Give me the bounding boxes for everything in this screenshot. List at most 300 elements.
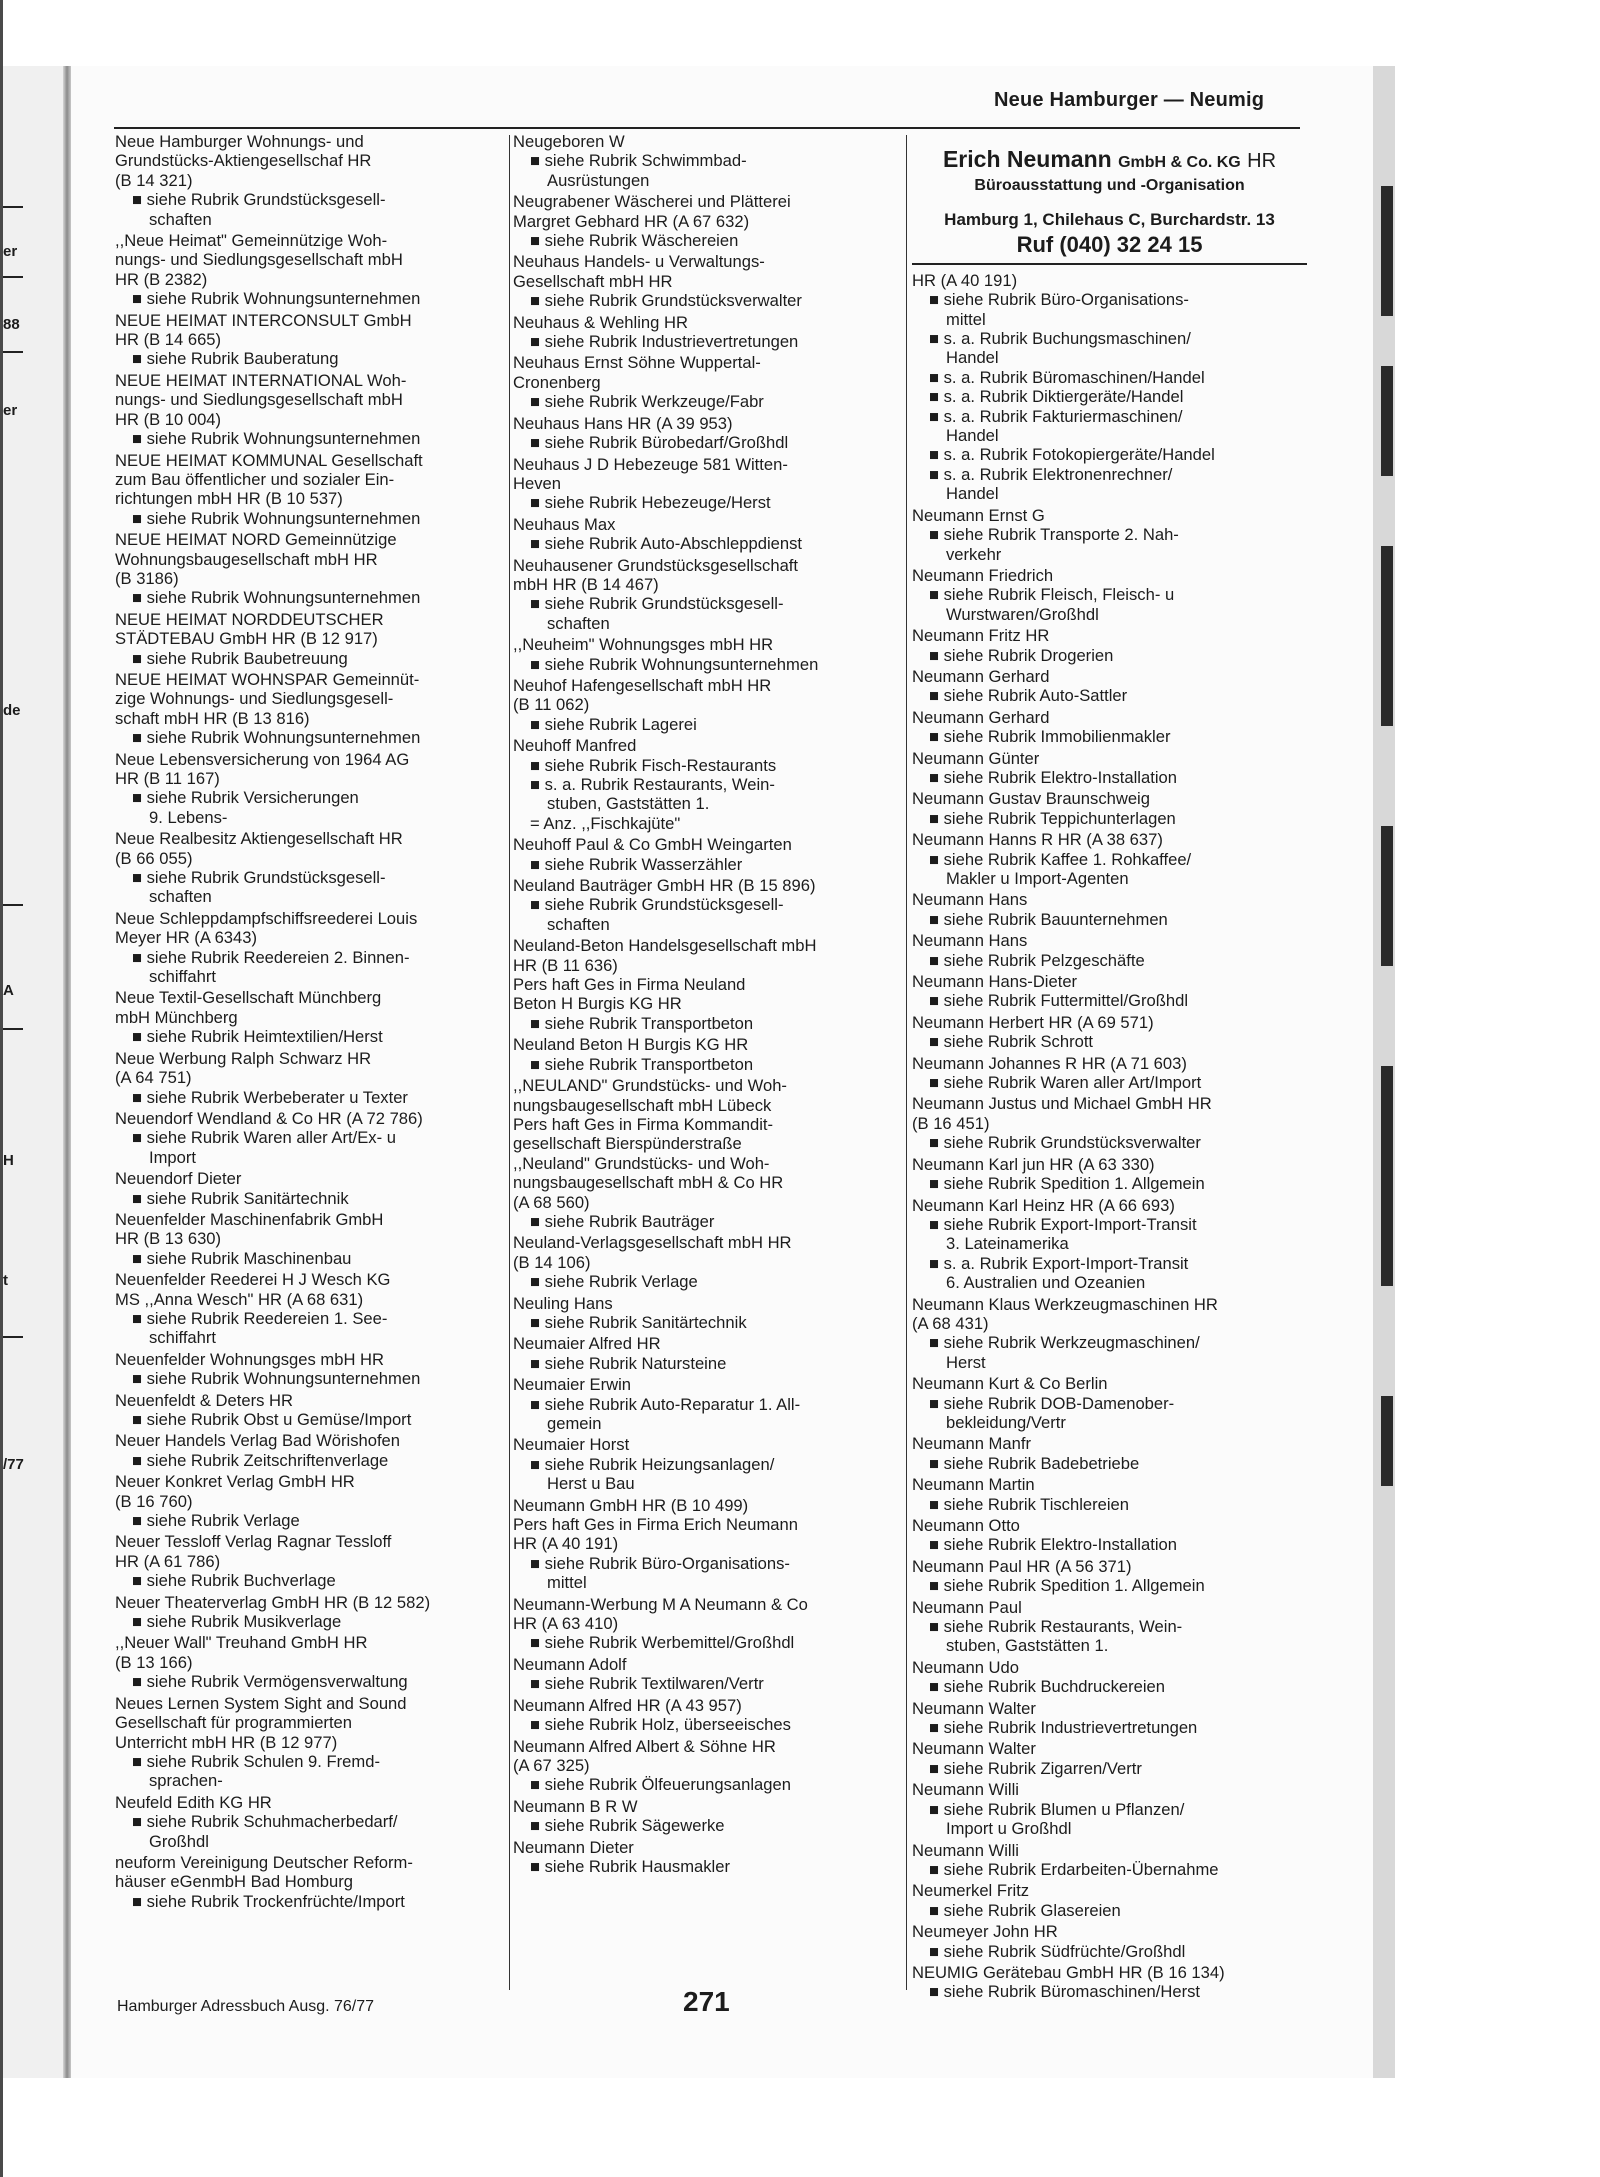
rubrik-reference: ■ siehe Rubrik Schulen 9. Fremd- [132,1751,380,1771]
rubrik-reference: ■ siehe Rubrik Heizungsanlagen/ [530,1454,775,1474]
rubrik-reference: ■ siehe Rubrik Transportbeton [530,1054,754,1074]
entry-name: Neumann Gerhard [912,666,1050,686]
rubrik-reference: ■ siehe Rubrik Wohnungsunternehmen [132,508,421,528]
entry-name: Neuhaus Hans HR (A 39 953) [513,413,733,433]
directory-entry [912,667,1307,706]
edge-mark [1381,366,1393,476]
directory-entry [115,1391,505,1430]
directory-entry [912,749,1307,788]
margin-rule [3,206,23,208]
rubrik-reference: Import u Großhdl [946,1819,1072,1839]
directory-entry [912,830,1307,888]
entry-detail: nungs- und Siedlungsgesellschaft mbH [115,250,403,270]
rubrik-reference: schiffahrt [149,1328,217,1348]
entry-name: Neumann Karl jun HR (A 63 330) [912,1154,1155,1174]
rubrik-reference: ■ siehe Rubrik Spedition 1. Allgemein [929,1576,1205,1596]
rubrik-reference: Großhdl [149,1831,209,1851]
rubrik-reference: ■ siehe Rubrik Zeitschriftenverlage [132,1450,389,1470]
entry-name: Neuenfelder Wohnungsges mbH HR [115,1349,385,1369]
header-rule [114,127,1300,129]
rubrik-reference: ■ s. a. Rubrik Fakturiermaschinen/ [929,406,1183,426]
entry-name: NEUMIG Gerätebau GmbH HR (B 16 134) [912,1962,1225,1982]
directory-entry [513,1737,903,1795]
directory-entry [912,1963,1307,2002]
directory-entry [912,1434,1307,1473]
entry-name: Neue Textil-Gesellschaft Münchberg [115,988,382,1008]
rubrik-reference: ■ siehe Rubrik Grundstücksgesell- [530,895,784,915]
rubrik-reference: ■ siehe Rubrik Musikverlage [132,1612,342,1632]
rubrik-reference: ■ siehe Rubrik Drogerien [929,645,1114,665]
entry-detail: (B 11 062) [513,695,590,715]
rubrik-reference: 9. Lebens- [149,807,228,827]
entry-name: Neuhaus Max [513,514,616,534]
entry-detail: Beton H Burgis KG HR [513,994,682,1014]
rubrik-reference: ■ siehe Rubrik Sägewerke [530,1816,725,1836]
entry-detail: HR (B 10 004) [115,409,222,429]
entry-name: Neumann Hans [912,890,1028,910]
directory-entry [513,1035,903,1074]
rubrik-reference: schaften [547,914,610,934]
directory-entry [115,1431,505,1470]
entry-name: Neumann Fritz HR [912,626,1050,646]
rubrik-reference: ■ siehe Rubrik Verlage [530,1272,698,1292]
directory-entry [115,1210,505,1268]
entry-name: Neumann Willi [912,1840,1019,1860]
rubrik-reference: ■ siehe Rubrik Werkzeugmaschinen/ [929,1333,1200,1353]
rubrik-reference: ■ siehe Rubrik Export-Import-Transit [929,1214,1197,1234]
entry-name: Neumaier Erwin [513,1375,632,1395]
entry-name: Neuer Theaterverlag GmbH HR (B 12 582) [115,1592,431,1612]
entry-detail: Cronenberg [513,372,601,392]
entry-name: NEUE HEIMAT INTERNATIONAL Woh- [115,370,407,390]
rubrik-reference: ■ siehe Rubrik Blumen u Pflanzen/ [929,1799,1185,1819]
margin-rule [3,276,23,278]
directory-entry [513,1076,903,1231]
rubrik-reference: ■ siehe Rubrik Versicherungen [132,788,359,808]
entry-detail: Wohnungsbaugesellschaft mbH HR [115,549,378,569]
entry-name: Neumaier Horst [513,1435,630,1455]
entry-name: Neumann Justus und Michael GmbH HR [912,1094,1212,1114]
rubrik-reference: ■ siehe Rubrik Wohnungsunternehmen [132,588,421,608]
rubrik-reference: ■ siehe Rubrik Reedereien 2. Binnen- [132,947,410,967]
rubrik-reference: ■ siehe Rubrik Wäschereien [530,231,739,251]
rubrik-reference: ■ siehe Rubrik Sanitärtechnik [530,1312,747,1332]
directory-entry [115,1109,505,1167]
column-divider [906,135,907,1990]
entry-name: Neumann Hans-Dieter [912,972,1078,992]
rubrik-reference: ■ siehe Rubrik Holz, überseeisches [530,1715,791,1735]
directory-entry [513,313,903,352]
entry-detail: HR (B 2382) [115,269,208,289]
directory-entry [115,231,505,309]
directory-entry [513,1496,903,1593]
directory-entry [912,1658,1307,1697]
rubrik-reference: ■ siehe Rubrik Auto-Sattler [929,686,1128,706]
entry-name: Neumann Willi [912,1780,1019,1800]
rubrik-reference: ■ siehe Rubrik Glasereien [929,1900,1121,1920]
rubrik-reference: Handel [946,348,999,368]
directory-entry [115,1694,505,1791]
entry-name: Neue Werbung Ralph Schwarz HR [115,1048,372,1068]
entry-detail: (A 67 325) [513,1755,590,1775]
entry-detail: HR (B 11 636) [513,955,618,975]
directory-entry [513,455,903,513]
directory-entry [115,988,505,1046]
entry-name: ,,Neuheim" Wohnungsges mbH HR [513,635,774,655]
entry-detail: HR (A 40 191) [513,1534,619,1554]
entry-name: Neumann-Werbung M A Neumann & Co [513,1594,808,1614]
directory-entry [115,1633,505,1691]
entry-name: Neumann Johannes R HR (A 71 603) [912,1053,1187,1073]
rubrik-reference: Import [149,1147,197,1167]
entry-name: Neuendorf Wendland & Co HR (A 72 786) [115,1108,423,1128]
rubrik-reference: Ausrüstungen [547,170,650,190]
entry-name: NEUE HEIMAT WOHNSPAR Gemeinnüt- [115,669,420,689]
entry-name: Neumann Kurt & Co Berlin [912,1374,1108,1394]
entry-detail: (B 3186) [115,568,179,588]
entry-name: Neuenfeldt & Deters HR [115,1390,294,1410]
rubrik-reference: ■ siehe Rubrik Immobilienmakler [929,727,1171,747]
rubrik-reference: bekleidung/Vertr [946,1412,1066,1432]
directory-entry [115,1049,505,1107]
rubrik-reference: ■ siehe Rubrik Badebetriebe [929,1453,1140,1473]
entry-name: Neumann Otto [912,1516,1020,1535]
rubrik-reference: ■ siehe Rubrik Baubetreuung [132,648,348,668]
rubrik-reference: ■ siehe Rubrik Maschinenbau [132,1248,352,1268]
entry-name: Neue Realbesitz Aktiengesellschaft HR [115,829,403,849]
entry-detail: zige Wohnungs- und Siedlungsgesell- [115,689,394,709]
entry-detail: ,,Neuland" Grundstücks- und Woh- [513,1153,770,1173]
rubrik-reference: schiffahrt [149,967,217,987]
rubrik-reference: stuben, Gaststätten 1. [946,1636,1109,1656]
entry-name: Neuer Handels Verlag Bad Wörishofen [115,1431,401,1451]
rubrik-reference: = Anz. ,,Fischkajüte" [530,813,681,833]
edge-mark [1381,826,1393,966]
entry-name: HR (A 40 191) [912,270,1018,290]
rubrik-reference: ■ siehe Rubrik Heimtextilien/Herst [132,1027,383,1047]
directory-entry [912,972,1307,1011]
entry-detail: Unterricht mbH HR (B 12 977) [115,1732,338,1752]
rubrik-reference: ■ siehe Rubrik Bauberatung [132,349,339,369]
directory-entry [513,1797,903,1836]
entry-name: neuform Vereinigung Deutscher Reform- [115,1852,413,1872]
rubrik-reference: ■ siehe Rubrik Südfrüchte/Großhdl [929,1941,1186,1961]
rubrik-reference: gemein [547,1414,602,1433]
rubrik-reference: schaften [149,209,212,229]
directory-entry [513,1334,903,1373]
rubrik-reference: mittel [547,1573,587,1593]
ad-company-suffix: GmbH & Co. KG [1118,154,1241,171]
rubrik-reference: schaften [547,613,610,633]
directory-entry [513,132,903,190]
margin-rule [3,1028,23,1030]
rubrik-reference: ■ siehe Rubrik Hebezeuge/Herst [530,493,771,513]
directory-entry [115,1853,505,1911]
margin-fragment: /77 [3,1456,24,1473]
directory-column-2 [513,132,903,1878]
entry-name: Neumann B R W [513,1796,638,1816]
rubrik-reference: mittel [946,309,986,329]
entry-detail: Pers haft Ges in Firma Erich Neumann [513,1515,798,1535]
ad-company-name: Erich Neumann [942,146,1112,172]
rubrik-reference: ■ siehe Rubrik Bauunternehmen [929,909,1168,929]
entry-name: Neumann Alfred HR (A 43 957) [513,1695,742,1715]
directory-entry [912,1739,1307,1778]
directory-entry [912,1598,1307,1656]
rubrik-reference: ■ siehe Rubrik Zigarren/Vertr [929,1758,1142,1778]
rubrik-reference: ■ siehe Rubrik Büro-Organisations- [530,1553,790,1573]
entry-name: Neumeyer John HR [912,1922,1058,1942]
rubrik-reference: ■ siehe Rubrik Textilwaren/Vertr [530,1674,764,1694]
margin-fragment: er [3,243,18,260]
margin-rule [3,351,23,353]
rubrik-reference: ■ siehe Rubrik Grundstücksverwalter [929,1133,1201,1153]
margin-fragment: er [3,402,18,419]
entry-detail: HR (A 61 786) [115,1551,221,1571]
page-gutter [63,66,71,2078]
entry-name: Neumann Walter [912,1739,1036,1759]
rubrik-reference: ■ siehe Rubrik Buchverlage [132,1571,336,1591]
entry-name: Neumann Walter [912,1698,1036,1718]
directory-entry [912,566,1307,624]
entry-name: Neuhoff Manfred [513,736,637,756]
entry-detail: (B 13 166) [115,1652,193,1672]
advertisement-box [912,132,1307,265]
directory-entry [513,1294,903,1333]
directory-column-1 [115,132,505,1913]
rubrik-reference: ■ siehe Rubrik Lagerei [530,714,697,734]
entry-name: Neumann Herbert HR (A 69 571) [912,1012,1154,1032]
entry-name: Neuland Beton H Burgis KG HR [513,1035,749,1055]
entry-detail: mbH HR (B 14 467) [513,574,659,594]
directory-entry [912,1699,1307,1738]
rubrik-reference: ■ s. a. Rubrik Buchungsmaschinen/ [929,329,1191,349]
directory-entry [513,676,903,734]
directory-entry [912,1155,1307,1194]
directory-entry [912,1516,1307,1555]
entry-name: Neuland-Beton Handelsgesellschaft mbH [513,936,817,956]
directory-entry [513,1233,903,1291]
entry-name: Neuhof Hafengesellschaft mbH HR [513,675,772,695]
rubrik-reference: ■ siehe Rubrik Wohnungsunternehmen [132,728,421,748]
rubrik-reference: verkehr [946,544,1002,564]
directory-entry [912,1922,1307,1961]
rubrik-reference: ■ siehe Rubrik Wohnungsunternehmen [132,289,421,309]
rubrik-reference: ■ siehe Rubrik Spedition 1. Allgemein [929,1174,1205,1194]
entry-detail: schaft mbH HR (B 13 816) [115,708,310,728]
column-divider [509,135,510,1990]
directory-entry [115,1270,505,1348]
directory-entry [513,635,903,674]
rubrik-reference: ■ s. a. Rubrik Büromaschinen/Handel [929,367,1205,387]
rubrik-reference: ■ siehe Rubrik Schuhmacherbedarf/ [132,1812,398,1832]
entry-name: ,,Neue Heimat" Gemeinnützige Woh- [115,231,388,251]
rubrik-reference: ■ siehe Rubrik Schwimmbad- [530,151,747,171]
rubrik-reference: ■ siehe Rubrik Pelzgeschäfte [929,950,1145,970]
directory-entry [115,1472,505,1530]
rubrik-reference: Handel [946,426,999,446]
rubrik-reference: ■ siehe Rubrik Wohnungsunternehmen [132,429,421,449]
directory-entry [912,1475,1307,1514]
rubrik-reference: ■ siehe Rubrik Hausmakler [530,1856,731,1876]
entry-detail: häuser eGenmbH Bad Homburg [115,1872,353,1892]
rubrik-reference: ■ siehe Rubrik Reedereien 1. See- [132,1308,388,1328]
rubrik-reference: ■ siehe Rubrik Grundstücksgesell- [132,868,386,888]
entry-detail: (A 64 751) [115,1068,192,1088]
directory-entry [912,1094,1307,1152]
directory-entry [513,1375,903,1433]
rubrik-reference: ■ siehe Rubrik Wasserzähler [530,854,743,874]
directory-entry [115,670,505,748]
rubrik-reference: ■ siehe Rubrik Restaurants, Wein- [929,1617,1183,1637]
running-head: Neue Hamburger — Neumig [994,89,1265,111]
directory-entry [115,451,505,529]
ad-subtitle: Büroausstattung und -Organisation [974,177,1245,194]
rubrik-reference: Makler u Import-Agenten [946,869,1129,888]
entry-name: Neuling Hans [513,1293,613,1313]
rubrik-reference: ■ siehe Rubrik Kaffee 1. Rohkaffee/ [929,849,1192,869]
entry-detail: HR (A 63 410) [513,1614,619,1634]
directory-entry [115,829,505,907]
directory-entry [912,708,1307,747]
ad-phone: Ruf (040) 32 24 15 [1016,232,1203,258]
rubrik-reference: ■ s. a. Rubrik Restaurants, Wein- [530,775,775,794]
entry-name: Neumann Friedrich [912,565,1054,585]
rubrik-reference: ■ siehe Rubrik Wohnungsunternehmen [530,654,819,674]
directory-entry [912,1841,1307,1880]
rubrik-reference: ■ siehe Rubrik Industrievertretungen [929,1718,1198,1738]
rubrik-reference: ■ siehe Rubrik Werbeberater u Texter [132,1087,408,1107]
entry-detail: Pers haft Ges in Firma Neuland [513,975,746,995]
rubrik-reference: ■ siehe Rubrik Waren aller Art/Ex- u [132,1128,396,1148]
directory-entry [115,1350,505,1389]
directory-entry [912,890,1307,929]
entry-name: Neumann Alfred Albert & Söhne HR [513,1736,776,1756]
edge-mark [1381,1066,1393,1286]
directory-entry [513,1595,903,1653]
directory-entry [513,252,903,310]
entry-name: Neumann Dieter [513,1837,634,1857]
rubrik-reference: 3. Lateinamerika [946,1234,1069,1254]
entry-detail: mbH Münchberg [115,1007,238,1027]
directory-entry [912,1295,1307,1373]
entry-name: Neuer Tessloff Verlag Ragnar Tessloff [115,1532,392,1552]
ad-company-line [912,146,1307,176]
entry-detail: Heven [513,473,561,493]
directory-entry [513,414,903,453]
rubrik-reference: ■ s. a. Rubrik Elektronenrechner/ [929,464,1173,484]
entry-name: Neumann Günter [912,748,1040,768]
entry-detail: Gesellschaft mbH HR [513,271,673,291]
entry-detail: (B 16 451) [912,1113,990,1133]
directory-entry [912,1780,1307,1838]
rubrik-reference: ■ siehe Rubrik Bürobedarf/Großhdl [530,433,789,453]
directory-entry [513,515,903,554]
previous-page-edge [3,66,65,2078]
directory-entry [912,626,1307,665]
entry-name: NEUE HEIMAT NORD Gemeinnützige [115,530,397,550]
directory-entry [115,1793,505,1851]
directory-entry [912,1054,1307,1093]
entry-name: Neuhaus J D Hebezeuge 581 Witten- [513,454,788,474]
rubrik-reference: sprachen- [149,1771,223,1791]
directory-entry [115,530,505,608]
rubrik-reference: ■ siehe Rubrik Grundstücksverwalter [530,291,802,311]
rubrik-reference: ■ s. a. Rubrik Fotokopiergeräte/Handel [929,445,1215,465]
directory-entry [513,876,903,934]
entry-detail: (B 14 321) [115,170,193,190]
entry-detail: HR (B 13 630) [115,1229,222,1249]
rubrik-reference: Herst [946,1352,986,1372]
edge-mark [1381,186,1393,316]
rubrik-reference: ■ siehe Rubrik Grundstücksgesell- [132,190,386,210]
rubrik-reference: ■ siehe Rubrik Ölfeuerungsanlagen [530,1775,791,1795]
entry-name: Neumann Karl Heinz HR (A 66 693) [912,1195,1175,1215]
rubrik-reference: ■ siehe Rubrik Industrievertretungen [530,332,799,352]
directory-entry [513,1655,903,1694]
rubrik-reference: 6. Australien und Ozeanien [946,1273,1146,1293]
margin-rule [3,904,23,906]
edge-mark [1381,1396,1393,1486]
rubrik-reference: ■ siehe Rubrik Werbemittel/Großhdl [530,1633,795,1653]
rubrik-reference: ■ siehe Rubrik Teppichunterlagen [929,808,1176,828]
entry-detail: HR (B 14 665) [115,330,222,350]
rubrik-reference: ■ siehe Rubrik Auto-Reparatur 1. All- [530,1394,801,1414]
rubrik-reference: ■ siehe Rubrik Elektro-Installation [929,767,1177,787]
entry-name: Neumann Hanns R HR (A 38 637) [912,830,1163,850]
rubrik-reference: ■ s. a. Rubrik Export-Import-Transit [929,1253,1189,1273]
rubrik-reference: ■ siehe Rubrik Trockenfrüchte/Import [132,1891,405,1911]
entry-name: Neumann Ernst G [912,505,1045,525]
directory-entry [513,353,903,411]
entry-detail: gesellschaft Bierspünderstraße [513,1134,742,1154]
directory-entry [912,1013,1307,1052]
rubrik-reference: ■ siehe Rubrik DOB-Damenober- [929,1393,1175,1413]
entry-name: Neumaier Alfred HR [513,1334,661,1354]
entry-name: Neuendorf Dieter [115,1169,242,1189]
entry-name: Neue Lebensversicherung von 1964 AG [115,749,410,769]
rubrik-reference: ■ siehe Rubrik Auto-Abschleppdienst [530,534,802,554]
rubrik-reference: ■ siehe Rubrik Schrott [929,1032,1094,1052]
margin-fragment: t [3,1272,8,1289]
entry-detail: nungsbaugesellschaft mbH & Co HR [513,1173,784,1193]
margin-fragment: H [3,1152,14,1169]
rubrik-reference: ■ siehe Rubrik Sanitärtechnik [132,1188,349,1208]
entry-detail: Pers haft Ges in Firma Kommandit- [513,1114,774,1134]
entry-detail: (B 14 106) [513,1252,591,1272]
entry-name: Neuhaus & Wehling HR [513,312,688,332]
entry-name: Neuhaus Handels- u Verwaltungs- [513,252,765,272]
directory-entry [513,556,903,634]
column-3-entries [912,271,1307,2002]
entry-detail: (B 16 760) [115,1491,193,1511]
rubrik-reference: ■ siehe Rubrik Wohnungsunternehmen [132,1369,421,1389]
entry-name: Neuhoff Paul & Co GmbH Weingarten [513,835,792,855]
entry-name: Neues Lernen System Sight and Sound [115,1693,407,1713]
rubrik-reference: ■ siehe Rubrik Erdarbeiten-Übernahme [929,1859,1219,1879]
margin-fragment: 88 [3,316,20,333]
entry-detail: STÄDTEBAU GmbH HR (B 12 917) [115,629,378,649]
entry-detail: (A 68 431) [912,1313,989,1333]
directory-entry [513,835,903,874]
rubrik-reference: ■ siehe Rubrik Büromaschinen/Herst [929,1982,1201,2002]
directory-entry [513,1838,903,1877]
entry-detail: zum Bau öffentlicher und sozialer Ein- [115,469,395,489]
entry-detail: (B 66 055) [115,848,193,868]
rubrik-reference: ■ siehe Rubrik Werkzeuge/Fabr [530,392,764,412]
footer-publication: Hamburger Adressbuch Ausg. 76/77 [117,1998,375,2015]
directory-entry [513,736,903,833]
